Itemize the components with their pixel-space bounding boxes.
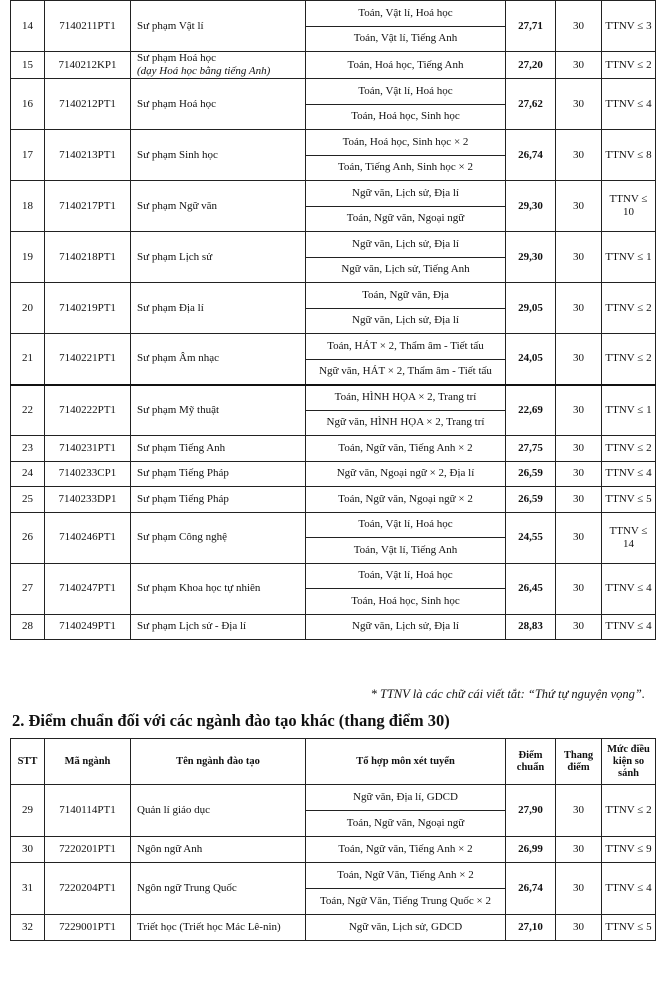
score-cell: 29,30: [506, 181, 556, 232]
program-name: Sư phạm Tiếng Pháp: [137, 467, 229, 480]
combo-cell: Toán, Vật lí, Hoá học: [306, 563, 506, 589]
code-cell: 7140212KP1: [45, 52, 131, 79]
code-cell: 7140212PT1: [45, 79, 131, 130]
header-scale: Thang điểm: [556, 739, 602, 785]
combo-cell: Toán, Ngữ văn, Ngoại ngữ: [306, 811, 506, 837]
stt-cell: 22: [11, 385, 45, 436]
name-cell: [131, 232, 306, 283]
stt-cell: 21: [11, 334, 45, 385]
code-cell: 7220201PT1: [45, 837, 131, 863]
program-name: Sư phạm Vật lí: [137, 19, 204, 32]
condition-cell: TTNV ≤ 4: [602, 563, 656, 614]
program-name: Sư phạm Mỹ thuật: [137, 403, 220, 416]
table-row: [11, 232, 656, 258]
condition-cell: TTNV ≤ 14: [602, 512, 656, 563]
program-name: Sư phạm Lịch sử - Địa lí: [137, 620, 247, 633]
table-row: [11, 614, 656, 640]
scale-cell: 30: [556, 563, 602, 614]
header-stt: STT: [11, 739, 45, 785]
combo-cell: Ngữ văn, Lịch sử, GDCD: [306, 915, 506, 941]
condition-cell: TTNV ≤ 1: [602, 232, 656, 283]
combo-cell: Toán, Ngữ văn, Tiếng Anh × 2: [306, 837, 506, 863]
combo-cell: Ngữ văn, Lịch sử, Địa lí: [306, 308, 506, 334]
combo-cell: Toán, Ngữ văn, Tiếng Anh × 2: [306, 436, 506, 462]
admission-scores-table-1: [10, 0, 656, 640]
name-cell: [131, 385, 306, 436]
score-cell: 27,71: [506, 1, 556, 52]
stt-cell: 19: [11, 232, 45, 283]
name-cell: [131, 79, 306, 130]
name-cell: [131, 181, 306, 232]
condition-cell: TTNV ≤ 2: [602, 785, 656, 837]
stt-cell: 20: [11, 283, 45, 334]
header-cond: Mức điều kiện so sánh: [602, 739, 656, 785]
combo-cell: Toán, Tiếng Anh, Sinh học × 2: [306, 155, 506, 181]
combo-cell: Toán, Ngữ văn, Địa: [306, 283, 506, 309]
condition-cell: TTNV ≤ 8: [602, 130, 656, 181]
scale-cell: 30: [556, 334, 602, 385]
combo-cell: Ngữ văn, Lịch sử, Địa lí: [306, 181, 506, 207]
program-name: Sư phạm Địa lí: [137, 301, 204, 314]
combo-cell: Toán, HÌNH HỌA × 2, Trang trí: [306, 385, 506, 411]
program-name: Sư phạm Sinh học: [137, 148, 218, 161]
section-2-heading: 2. Điểm chuẩn đối với các ngành đào tạo khác (thang điểm 30): [12, 711, 450, 730]
condition-cell: TTNV ≤ 4: [602, 79, 656, 130]
combo-cell: Ngữ văn, Lịch sử, Tiếng Anh: [306, 257, 506, 283]
table-row: [11, 436, 656, 462]
stt-cell: 23: [11, 436, 45, 462]
name-cell: [131, 436, 306, 462]
name-cell: [131, 915, 306, 941]
scale-cell: 30: [556, 614, 602, 640]
combo-cell: Toán, Hoá học, Sinh học × 2: [306, 130, 506, 156]
program-name: Sư phạm Hoá học: [137, 52, 216, 64]
combo-cell: Toán, Ngữ văn, Ngoại ngữ × 2: [306, 487, 506, 513]
code-cell: 7140218PT1: [45, 232, 131, 283]
scale-cell: 30: [556, 863, 602, 915]
combo-cell: Toán, Ngữ Văn, Tiếng Anh × 2: [306, 863, 506, 889]
name-cell: [131, 130, 306, 181]
combo-cell: Toán, Vật lí, Hoá học: [306, 512, 506, 538]
combo-cell: Toán, Hoá học, Sinh học: [306, 589, 506, 615]
name-cell: [131, 512, 306, 563]
program-name: Sư phạm Khoa học tự nhiên: [137, 582, 261, 594]
combo-cell: Ngữ văn, HÁT × 2, Thẩm âm - Tiết tấu: [306, 359, 506, 385]
score-cell: 27,62: [506, 79, 556, 130]
condition-cell: TTNV ≤ 4: [602, 614, 656, 640]
table-row: [11, 863, 656, 889]
condition-cell: TTNV ≤ 2: [602, 52, 656, 79]
score-cell: 26,99: [506, 837, 556, 863]
combo-cell: Toán, Vật lí, Tiếng Anh: [306, 26, 506, 52]
scale-cell: 30: [556, 915, 602, 941]
code-cell: 7140249PT1: [45, 614, 131, 640]
stt-cell: 28: [11, 614, 45, 640]
program-name-note: (dạy Hoá học bằng tiếng Anh): [137, 65, 271, 77]
code-cell: 7140114PT1: [45, 785, 131, 837]
condition-cell: TTNV ≤ 4: [602, 863, 656, 915]
program-name: Ngôn ngữ Trung Quốc: [137, 882, 237, 894]
name-cell: [131, 334, 306, 385]
header-score: Điểm chuẩn: [506, 739, 556, 785]
footnote-ttnv: * TTNV là các chữ cái viết tắt: “Thứ tự nguyện vọng”.: [370, 687, 645, 701]
score-cell: 27,90: [506, 785, 556, 837]
combo-cell: Toán, Vật lí, Hoá học: [306, 79, 506, 105]
scale-cell: 30: [556, 837, 602, 863]
code-cell: 7220204PT1: [45, 863, 131, 915]
scale-cell: 30: [556, 512, 602, 563]
table-row: [11, 461, 656, 487]
name-cell: [131, 837, 306, 863]
score-cell: 24,55: [506, 512, 556, 563]
condition-cell: TTNV ≤ 2: [602, 436, 656, 462]
stt-cell: 32: [11, 915, 45, 941]
condition-cell: TTNV ≤ 1: [602, 385, 656, 436]
stt-cell: 17: [11, 130, 45, 181]
name-cell: [131, 614, 306, 640]
program-name: Sư phạm Ngữ văn: [137, 199, 218, 212]
combo-cell: Toán, Hoá học, Sinh học: [306, 104, 506, 130]
table-row: [11, 512, 656, 538]
score-cell: 27,20: [506, 52, 556, 79]
code-cell: 7140222PT1: [45, 385, 131, 436]
score-cell: 26,74: [506, 863, 556, 915]
admission-scores-table-2: [10, 738, 656, 941]
combo-cell: Ngữ văn, Ngoại ngữ × 2, Địa lí: [306, 461, 506, 487]
code-cell: 7140247PT1: [45, 563, 131, 614]
score-cell: 29,30: [506, 232, 556, 283]
condition-cell: TTNV ≤ 2: [602, 283, 656, 334]
program-name: Sư phạm Công nghệ: [137, 531, 227, 543]
condition-cell: TTNV ≤ 9: [602, 837, 656, 863]
scale-cell: 30: [556, 487, 602, 513]
name-cell: [131, 487, 306, 513]
score-cell: 26,59: [506, 487, 556, 513]
stt-cell: 25: [11, 487, 45, 513]
stt-cell: 24: [11, 461, 45, 487]
condition-cell: TTNV ≤ 5: [602, 915, 656, 941]
name-cell: [131, 52, 306, 79]
combo-cell: Toán, Ngữ Văn, Tiếng Trung Quốc × 2: [306, 889, 506, 915]
condition-cell: TTNV ≤ 10: [602, 181, 656, 232]
program-name: Sư phạm Tiếng Pháp: [137, 492, 229, 505]
code-cell: 7140231PT1: [45, 436, 131, 462]
header-code: Mã ngành: [45, 739, 131, 785]
program-name: Sư phạm Lịch sử: [137, 250, 213, 263]
condition-cell: TTNV ≤ 3: [602, 1, 656, 52]
combo-cell: Ngữ văn, HÌNH HỌA × 2, Trang trí: [306, 410, 506, 436]
table-row: [11, 52, 656, 79]
scale-cell: 30: [556, 461, 602, 487]
stt-cell: 31: [11, 863, 45, 915]
stt-cell: 26: [11, 512, 45, 563]
table-row: [11, 1, 656, 27]
scale-cell: 30: [556, 283, 602, 334]
stt-cell: 27: [11, 563, 45, 614]
name-cell: [131, 283, 306, 334]
stt-cell: 18: [11, 181, 45, 232]
header-name: Tên ngành đào tạo: [131, 739, 306, 785]
scale-cell: 30: [556, 79, 602, 130]
table-row: [11, 385, 656, 411]
stt-cell: 16: [11, 79, 45, 130]
table-row: [11, 79, 656, 105]
score-cell: 24,05: [506, 334, 556, 385]
table-row: [11, 283, 656, 309]
stt-cell: 15: [11, 52, 45, 79]
scale-cell: 30: [556, 130, 602, 181]
table-row: [11, 181, 656, 207]
table-row: [11, 563, 656, 589]
table-row: [11, 915, 656, 941]
name-cell: [131, 461, 306, 487]
condition-cell: TTNV ≤ 4: [602, 461, 656, 487]
code-cell: 7140221PT1: [45, 334, 131, 385]
code-cell: 7140217PT1: [45, 181, 131, 232]
condition-cell: TTNV ≤ 5: [602, 487, 656, 513]
condition-cell: TTNV ≤ 2: [602, 334, 656, 385]
scale-cell: 30: [556, 436, 602, 462]
combo-cell: Toán, Vật lí, Tiếng Anh: [306, 538, 506, 564]
code-cell: 7229001PT1: [45, 915, 131, 941]
stt-cell: 30: [11, 837, 45, 863]
code-cell: 7140233DP1: [45, 487, 131, 513]
score-cell: 22,69: [506, 385, 556, 436]
score-cell: 26,74: [506, 130, 556, 181]
scale-cell: 30: [556, 52, 602, 79]
combo-cell: Toán, Ngữ văn, Ngoại ngữ: [306, 206, 506, 232]
scale-cell: 30: [556, 232, 602, 283]
table-row: [11, 837, 656, 863]
stt-cell: 14: [11, 1, 45, 52]
program-name: Ngôn ngữ Anh: [137, 843, 203, 855]
program-name: Sư phạm Hoá học: [137, 97, 216, 110]
scale-cell: 30: [556, 1, 602, 52]
score-cell: 26,45: [506, 563, 556, 614]
combo-cell: Toán, Hoá học, Tiếng Anh: [306, 52, 506, 79]
table-row: [11, 334, 656, 360]
program-name: Quản lí giáo dục: [137, 804, 211, 816]
code-cell: 7140213PT1: [45, 130, 131, 181]
code-cell: 7140246PT1: [45, 512, 131, 563]
program-name: Sư phạm Tiếng Anh: [137, 441, 226, 454]
table-row: [11, 487, 656, 513]
program-name: Sư phạm Âm nhạc: [137, 352, 220, 365]
code-cell: 7140219PT1: [45, 283, 131, 334]
stt-cell: 29: [11, 785, 45, 837]
name-cell: [131, 785, 306, 837]
header-combo: Tổ hợp môn xét tuyển: [306, 739, 506, 785]
combo-cell: Ngữ văn, Lịch sử, Địa lí: [306, 614, 506, 640]
combo-cell: Ngữ văn, Địa lí, GDCD: [306, 785, 506, 811]
score-cell: 29,05: [506, 283, 556, 334]
score-cell: 27,10: [506, 915, 556, 941]
scale-cell: 30: [556, 785, 602, 837]
scale-cell: 30: [556, 385, 602, 436]
program-name: Triết học (Triết học Mác Lê-nin): [137, 921, 281, 933]
name-cell: [131, 1, 306, 52]
score-cell: 27,75: [506, 436, 556, 462]
score-cell: 28,83: [506, 614, 556, 640]
combo-cell: Ngữ văn, Lịch sử, Địa lí: [306, 232, 506, 258]
code-cell: 7140233CP1: [45, 461, 131, 487]
table-row: [11, 785, 656, 811]
table-header-row: [11, 739, 656, 785]
name-cell: [131, 563, 306, 614]
score-cell: 26,59: [506, 461, 556, 487]
name-cell: [131, 863, 306, 915]
combo-cell: Toán, Vật lí, Hoá học: [306, 1, 506, 27]
code-cell: 7140211PT1: [45, 1, 131, 52]
table-row: [11, 130, 656, 156]
scale-cell: 30: [556, 181, 602, 232]
combo-cell: Toán, HÁT × 2, Thẩm âm - Tiết tấu: [306, 334, 506, 360]
